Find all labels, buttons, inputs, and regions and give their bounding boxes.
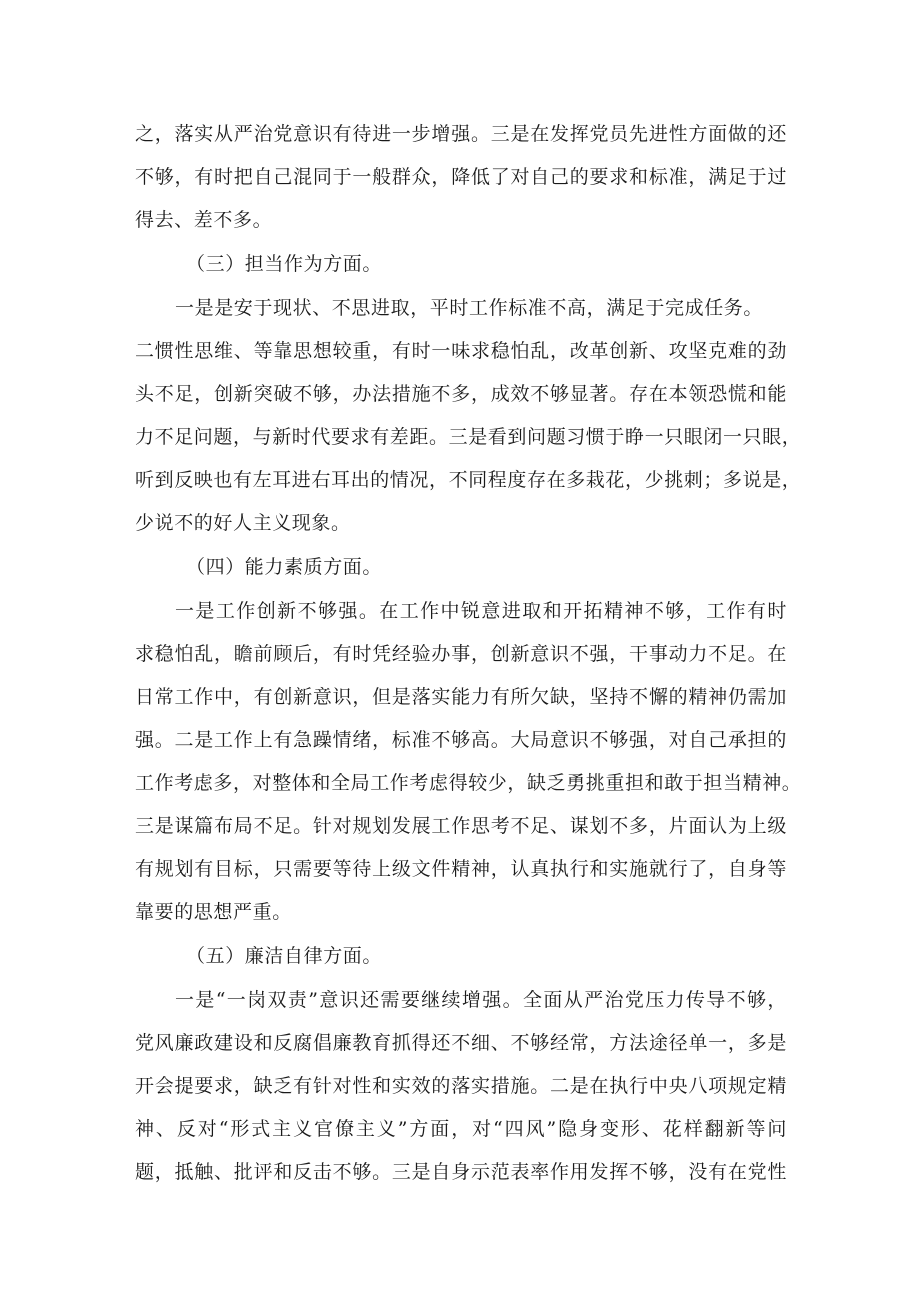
text-line: 得去、差不多。 — [135, 209, 273, 231]
text-line: 一是工作创新不够强。在工作中锐意进取和开拓精神不够，工作有时 — [175, 600, 787, 622]
text-line: 日常工作中，有创新意识，但是落实能力有所欠缺，坚持不懈的精神仍需加 — [135, 686, 787, 708]
section-heading-5: （五）廉洁自律方面。 — [186, 945, 383, 967]
text-line: 有规划有目标，只需要等待上级文件精神，认真执行和实施就行了，自身等 — [135, 858, 787, 880]
text-line: 强。二是工作上有急躁情绪，标准不够高。大局意识不够强，对自己承担的 — [135, 729, 787, 751]
text-line: 靠要的思想严重。 — [135, 901, 292, 923]
section-heading-4: （四）能力素质方面。 — [186, 556, 383, 578]
text-line: 一是是安于现状、不思进取，平时工作标准不高，满足于完成任务。 — [175, 297, 764, 319]
section-heading-3: （三）担当作为方面。 — [186, 253, 383, 275]
text-line: 少说不的好人主义现象。 — [135, 512, 351, 534]
text-line: 力不足问题，与新时代要求有差距。三是看到问题习惯于睁一只眼闭一只眼， — [135, 426, 802, 448]
text-line: 之，落实从严治党意识有待进一步增强。三是在发挥党员先进性方面做的还 — [135, 123, 787, 145]
text-line: 三是谋篇布局不足。针对规划发展工作思考不足、谋划不多，片面认为上级 — [135, 815, 787, 837]
text-line: 工作考虑多，对整体和全局工作考虑得较少，缺乏勇挑重担和敢于担当精神。 — [135, 772, 802, 794]
text-line: 听到反映也有左耳进右耳出的情况，不同程度存在多栽花，少挑刺；多说是， — [135, 469, 802, 491]
text-line: 开会提要求，缺乏有针对性和实效的落实措施。二是在执行中央八项规定精 — [135, 1075, 787, 1097]
text-line: 头不足，创新突破不够，办法措施不多，成效不够显著。存在本领恐慌和能 — [135, 383, 787, 405]
text-line: 一是“一岗双责”意识还需要继续增强。全面从严治党压力传导不够， — [175, 989, 787, 1011]
text-line: 神、反对“形式主义官僚主义”方面，对“四风”隐身变形、花样翻新等问 — [135, 1118, 787, 1140]
text-line: 不够，有时把自己混同于一般群众，降低了对自己的要求和标准，满足于过 — [135, 166, 787, 188]
text-line: 党风廉政建设和反腐倡廉教育抓得还不细、不够经常，方法途径单一，多是 — [135, 1032, 787, 1054]
text-line: 二惯性思维、等靠思想较重，有时一味求稳怕乱，改革创新、攻坚克难的劲 — [135, 340, 787, 362]
text-line: 题，抵触、批评和反击不够。三是自身示范表率作用发挥不够，没有在党性 — [135, 1161, 787, 1183]
text-line: 求稳怕乱，瞻前顾后，有时凭经验办事，创新意识不强，干事动力不足。在 — [135, 643, 787, 665]
